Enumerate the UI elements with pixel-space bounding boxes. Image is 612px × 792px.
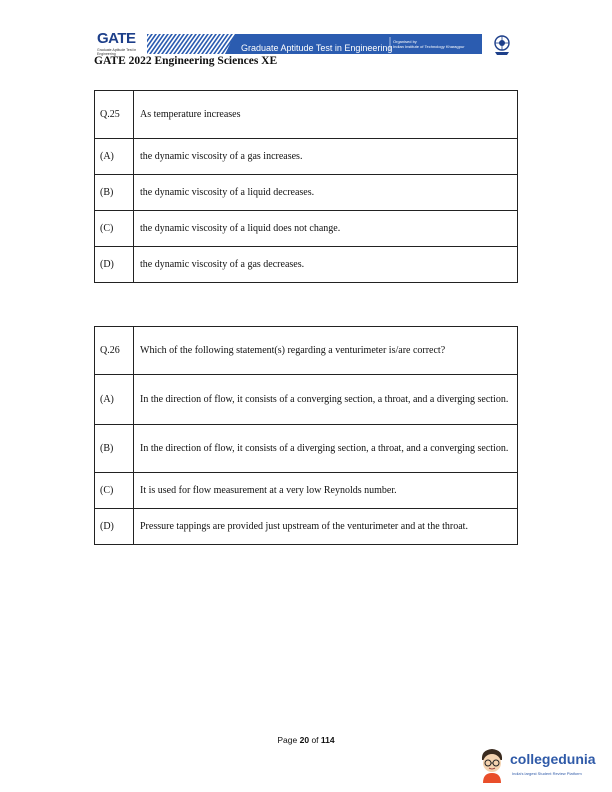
iit-emblem-icon [492, 34, 512, 61]
banner-organiser [393, 39, 465, 49]
gate-logo-text: GATE [97, 30, 136, 47]
option-row [95, 211, 518, 247]
option-label: (C) [95, 211, 134, 247]
option-text: the dynamic viscosity of a gas increases. [134, 139, 518, 175]
option-label: (A) [95, 139, 134, 175]
question-table-q25 [94, 90, 518, 283]
option-label: (B) [95, 175, 134, 211]
page-prefix: Page [277, 735, 298, 745]
option-text: In the direction of flow, it consists of a diverging section, a throat, and a converging section. [134, 425, 518, 473]
option-row [95, 139, 518, 175]
option-label: (D) [95, 509, 134, 545]
page-total: 114 [320, 735, 335, 745]
page-number [0, 735, 612, 745]
option-text: In the direction of flow, it consists of a converging section, a throat, and a diverging section. [134, 375, 518, 425]
option-row [95, 175, 518, 211]
option-label: (B) [95, 425, 134, 473]
question-number: Q.26 [95, 327, 134, 375]
header-banner [147, 34, 482, 54]
gate-logo [95, 30, 145, 58]
question-row [95, 91, 518, 139]
organised-by-label: Organised by [393, 39, 417, 44]
page-of: of [311, 735, 319, 745]
question-table-q26 [94, 326, 518, 545]
question-text: As temperature increases [134, 91, 518, 139]
option-text: Pressure tappings are provided just upstream of the venturimeter and at the throat. [134, 509, 518, 545]
option-text: It is used for flow measurement at a very low Reynolds number. [134, 473, 518, 509]
option-label: (C) [95, 473, 134, 509]
option-row [95, 425, 518, 473]
question-text: Which of the following statement(s) regarding a venturimeter is/are correct? [134, 327, 518, 375]
gate-logo-subtext: Graduate Aptitude Test in Engineering [97, 48, 137, 56]
organiser-name: Indian Institute of Technology Kharagpur [393, 44, 465, 49]
option-text: the dynamic viscosity of a liquid decreases. [134, 175, 518, 211]
brand-name: collegedunia [510, 751, 596, 767]
option-label: (A) [95, 375, 134, 425]
banner-title: Graduate Aptitude Test in Engineering [241, 43, 393, 53]
page-header [95, 30, 517, 58]
student-mascot-icon [477, 746, 507, 784]
option-text: the dynamic viscosity of a gas decreases. [134, 247, 518, 283]
page-current: 20 [299, 735, 310, 745]
option-label: (D) [95, 247, 134, 283]
document-title: GATE 2022 Engineering Sciences XE [94, 55, 278, 67]
collegedunia-logo [477, 746, 609, 786]
option-row [95, 473, 518, 509]
option-row [95, 509, 518, 545]
question-number: Q.25 [95, 91, 134, 139]
option-text: the dynamic viscosity of a liquid does not change. [134, 211, 518, 247]
option-row [95, 375, 518, 425]
option-row [95, 247, 518, 283]
brand-tagline: India's largest Student Review Platform [512, 771, 582, 776]
question-row [95, 327, 518, 375]
